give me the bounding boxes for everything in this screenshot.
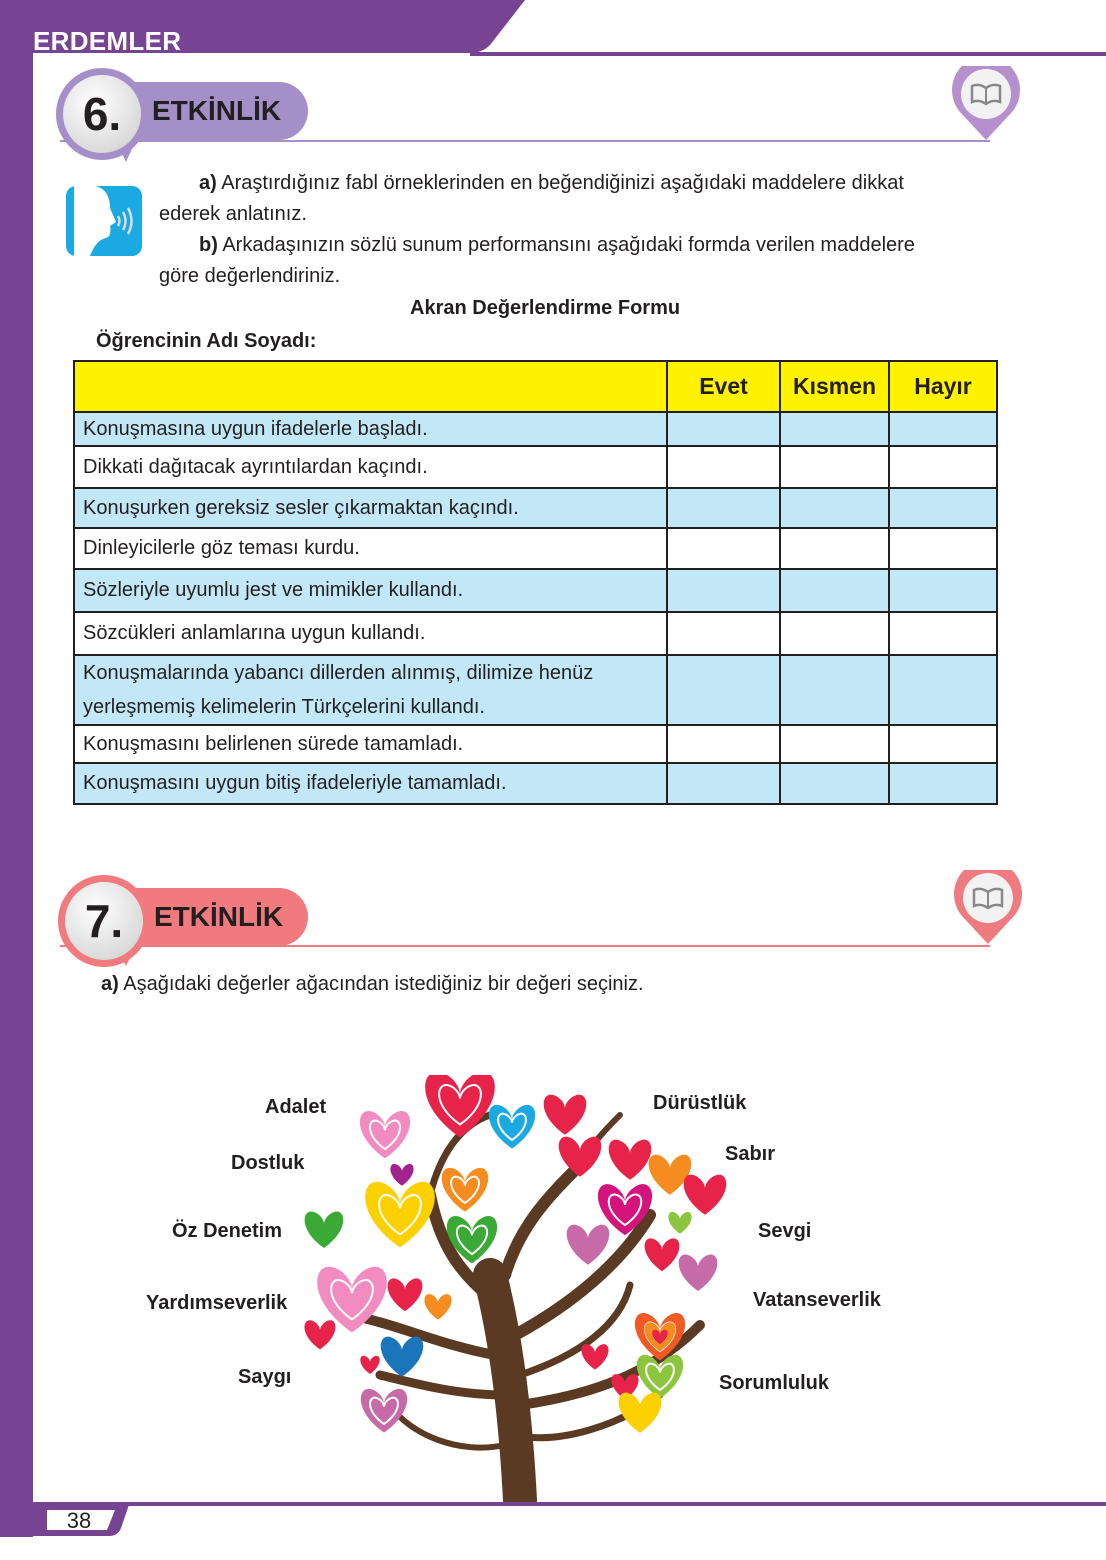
answer-cell-hayir[interactable] (889, 412, 997, 446)
item-b-text-cont: göre değerlendiriniz. (159, 265, 341, 287)
heart-shape (424, 1294, 451, 1320)
answer-cell-kismen[interactable] (780, 725, 889, 763)
heart-shape (442, 1168, 488, 1212)
value-label-right-0: Dürüstlük (653, 1092, 747, 1114)
book-pin-icon (952, 870, 1024, 946)
table-row (74, 569, 997, 612)
column-header-hayir: Hayır (889, 361, 997, 412)
item-a-text-cont: ederek anlatınız. (159, 203, 307, 225)
answer-cell-kismen[interactable] (780, 612, 889, 655)
heart-shape (544, 1095, 587, 1135)
value-label-right-1: Sabır (725, 1143, 776, 1165)
heart-shape (567, 1225, 610, 1265)
form-title: Akran Değerlendirme Formu (410, 297, 681, 319)
table-row (74, 655, 997, 725)
heart-shape (668, 1212, 691, 1234)
value-label-left-0: Adalet (265, 1096, 327, 1118)
value-label-left-3: Yardımseverlik (146, 1292, 288, 1314)
answer-cell-evet[interactable] (667, 446, 780, 488)
answer-cell-hayir[interactable] (889, 488, 997, 528)
heart-shape (425, 1075, 495, 1137)
heart-shape (679, 1255, 718, 1291)
criterion-cell: Dikkati dağıtacak ayrıntılardan kaçındı. (74, 446, 667, 488)
item-a-label: a) (199, 172, 217, 194)
criterion-cell: Konuşmasını belirlenen sürede tamamladı. (74, 725, 667, 763)
heart-shape (559, 1137, 602, 1177)
peer-evaluation-table (73, 360, 998, 805)
answer-cell-kismen[interactable] (780, 446, 889, 488)
answer-cell-evet[interactable] (667, 655, 780, 725)
answer-cell-kismen[interactable] (780, 655, 889, 725)
student-name-label: Öğrencinin Adı Soyadı: (96, 330, 317, 352)
answer-cell-evet[interactable] (667, 763, 780, 804)
heart-shape (581, 1344, 608, 1370)
answer-cell-evet[interactable] (667, 612, 780, 655)
answer-cell-hayir[interactable] (889, 528, 997, 569)
heart-shape (684, 1175, 727, 1215)
heart-shape (619, 1393, 662, 1433)
heart-shape (645, 1238, 680, 1271)
activity6-title: ETKİNLİK (152, 95, 282, 126)
answer-cell-kismen[interactable] (780, 569, 889, 612)
value-label-left-2: Öz Denetim (172, 1220, 283, 1242)
answer-cell-evet[interactable] (667, 725, 780, 763)
heart-shape (489, 1105, 535, 1149)
heart-shape (305, 1212, 344, 1248)
item-a-text: Aşağıdaki değerler ağacından istediğiniz bir değeri seçiniz. (123, 973, 644, 995)
values-tree-illustration (290, 1075, 760, 1505)
heart-shape (609, 1140, 652, 1180)
item-a-text: Araştırdığınız fabl örneklerinden en beğendiğinizi aşağıdaki maddelere dikkat (221, 172, 904, 194)
heart-shape (360, 1111, 410, 1158)
value-label-right-2: Sevgi (758, 1220, 812, 1242)
answer-cell-kismen[interactable] (780, 528, 889, 569)
answer-cell-kismen[interactable] (780, 412, 889, 446)
criterion-cell: Konuşmasını uygun bitiş ifadeleriyle tamamladı. (74, 763, 667, 804)
value-label-left-4: Saygı (238, 1366, 292, 1388)
table-row (74, 763, 997, 804)
activity6-instructions (159, 168, 1021, 292)
value-label-right-4: Sorumluluk (719, 1372, 830, 1394)
answer-cell-hayir[interactable] (889, 763, 997, 804)
column-header-criteria (74, 361, 667, 412)
value-label-right-3: Vatanseverlik (753, 1289, 881, 1311)
table-row (74, 528, 997, 569)
answer-cell-hayir[interactable] (889, 655, 997, 725)
criterion-cell: Sözcükleri anlamlarına uygun kullandı. (74, 612, 667, 655)
value-label-left-1: Dostluk (231, 1152, 305, 1174)
heart-shape (381, 1337, 424, 1377)
heart-shape (305, 1320, 336, 1349)
running-title: ERDEMLER (33, 26, 182, 56)
activity6-rule (60, 140, 990, 142)
table-row (74, 725, 997, 763)
activity6-number: 6. (63, 75, 141, 153)
table-row (74, 612, 997, 655)
answer-cell-hayir[interactable] (889, 446, 997, 488)
answer-cell-evet[interactable] (667, 528, 780, 569)
heart-shape (388, 1278, 423, 1311)
activity7-number: 7. (65, 882, 143, 960)
answer-cell-evet[interactable] (667, 412, 780, 446)
item-b-label: b) (199, 234, 218, 256)
table-row (74, 488, 997, 528)
heart-shape (360, 1356, 379, 1374)
criterion-cell: Konuşurken gereksiz sesler çıkarmaktan kaçındı. (74, 488, 667, 528)
answer-cell-evet[interactable] (667, 488, 780, 528)
book-pin-icon (950, 66, 1022, 142)
table-row (74, 412, 997, 446)
answer-cell-hayir[interactable] (889, 569, 997, 612)
answer-cell-hayir[interactable] (889, 725, 997, 763)
heart-shape (390, 1164, 413, 1186)
item-a-label: a) (101, 973, 119, 995)
criterion-cell: Dinleyicilerle göz teması kurdu. (74, 528, 667, 569)
column-header-evet: Evet (667, 361, 780, 412)
answer-cell-kismen[interactable] (780, 763, 889, 804)
speaking-head-icon (66, 186, 142, 256)
item-b-text: Arkadaşınızın sözlü sunum performansını aşağıdaki formda verilen maddelere (222, 234, 915, 256)
answer-cell-evet[interactable] (667, 569, 780, 612)
answer-cell-kismen[interactable] (780, 488, 889, 528)
heart-shape (365, 1182, 435, 1248)
heart-shape (361, 1389, 407, 1433)
page-number: 38 (66, 1508, 92, 1533)
left-margin-bar (0, 0, 33, 1537)
table-row (74, 446, 997, 488)
activity7-title: ETKİNLİK (154, 901, 284, 932)
criterion-cell: Konuşmasına uygun ifadelerle başladı. (74, 412, 667, 446)
criterion-cell: Sözleriyle uyumlu jest ve mimikler kullandı. (74, 569, 667, 612)
answer-cell-hayir[interactable] (889, 612, 997, 655)
footer-rule (0, 1502, 1106, 1506)
criterion-cell: Konuşmalarında yabancı dillerden alınmış, dilimize henüz yerleşmemiş kelimelerin Türkçelerini kullandı. (74, 655, 667, 725)
activity6-title-pill (120, 82, 308, 140)
activity7-instruction (101, 973, 644, 996)
column-header-kismen: Kısmen (780, 361, 889, 412)
